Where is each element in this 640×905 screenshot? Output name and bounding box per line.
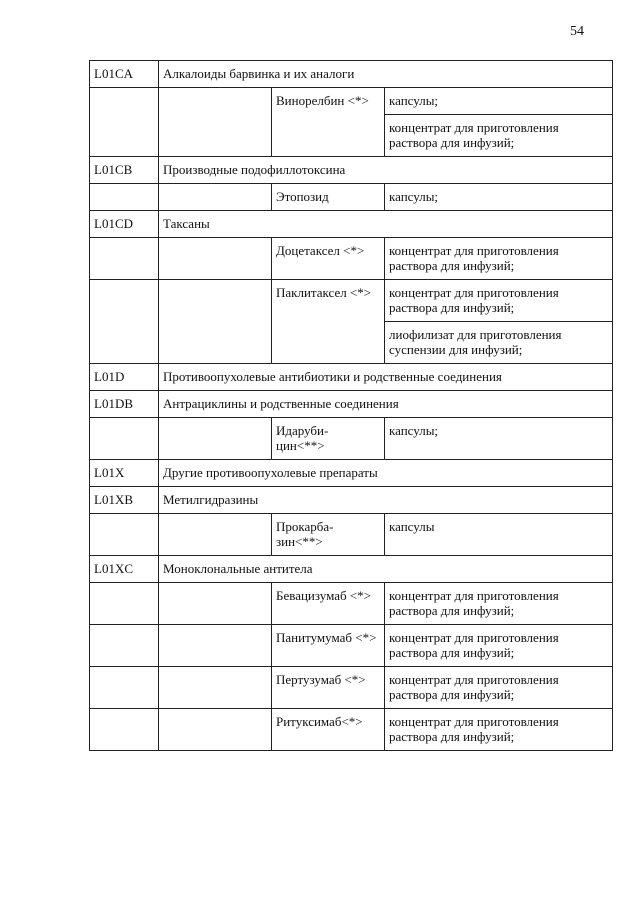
empty-group-cell bbox=[159, 514, 272, 556]
empty-code-cell bbox=[90, 238, 159, 280]
group-row bbox=[90, 157, 613, 184]
drug-name-cell: Панитумумаб <*> bbox=[272, 625, 385, 667]
group-name-cell: Производные подофиллотоксина bbox=[159, 157, 613, 184]
drug-classification-table bbox=[89, 60, 613, 751]
drug-row bbox=[90, 583, 613, 625]
atc-code-cell: L01CD bbox=[90, 211, 159, 238]
dosage-form-cell: капсулы; bbox=[385, 418, 613, 460]
empty-group-cell bbox=[159, 418, 272, 460]
dosage-form-cell: концентрат для приготовления раствора для инфузий; bbox=[385, 709, 613, 751]
dosage-form-cell: концентрат для приготовления раствора для инфузий; bbox=[385, 238, 613, 280]
group-name-cell: Другие противоопухолевые препараты bbox=[159, 460, 613, 487]
drug-name-cell: Винорелбин <*> bbox=[272, 88, 385, 157]
group-name-cell: Антрациклины и родственные соединения bbox=[159, 391, 613, 418]
atc-code-cell: L01XB bbox=[90, 487, 159, 514]
group-row bbox=[90, 556, 613, 583]
drug-row bbox=[90, 667, 613, 709]
empty-group-cell bbox=[159, 88, 272, 157]
dosage-form-cell: концентрат для приготовления раствора для инфузий; bbox=[385, 115, 613, 157]
group-name-cell: Метилгидразины bbox=[159, 487, 613, 514]
atc-code-cell: L01X bbox=[90, 460, 159, 487]
drug-row bbox=[90, 280, 613, 322]
dosage-form-cell: капсулы; bbox=[385, 88, 613, 115]
empty-code-cell bbox=[90, 88, 159, 157]
dosage-form-cell: лиофилизат для приготовления суспензии для инфузий; bbox=[385, 322, 613, 364]
atc-code-cell: L01D bbox=[90, 364, 159, 391]
group-row bbox=[90, 61, 613, 88]
empty-group-cell bbox=[159, 184, 272, 211]
empty-code-cell bbox=[90, 280, 159, 364]
drug-name-cell: Ритуксимаб<*> bbox=[272, 709, 385, 751]
group-name-cell: Противоопухолевые антибиотики и родственные соединения bbox=[159, 364, 613, 391]
drug-name-cell: Паклитаксел <*> bbox=[272, 280, 385, 364]
empty-group-cell bbox=[159, 583, 272, 625]
drug-row bbox=[90, 88, 613, 115]
group-row bbox=[90, 460, 613, 487]
dosage-form-cell: капсулы bbox=[385, 514, 613, 556]
drug-name-cell: Идаруби- цин<**> bbox=[272, 418, 385, 460]
drug-row bbox=[90, 418, 613, 460]
empty-code-cell bbox=[90, 625, 159, 667]
drug-name-cell: Прокарба- зин<**> bbox=[272, 514, 385, 556]
group-row bbox=[90, 211, 613, 238]
drug-row bbox=[90, 514, 613, 556]
drug-row bbox=[90, 238, 613, 280]
group-name-cell: Алкалоиды барвинка и их аналоги bbox=[159, 61, 613, 88]
drug-row bbox=[90, 625, 613, 667]
empty-code-cell bbox=[90, 184, 159, 211]
drug-name-cell: Доцетаксел <*> bbox=[272, 238, 385, 280]
drug-name-cell: Пертузумаб <*> bbox=[272, 667, 385, 709]
atc-code-cell: L01CA bbox=[90, 61, 159, 88]
dosage-form-cell: концентрат для приготовления раствора для инфузий; bbox=[385, 667, 613, 709]
group-name-cell: Моноклональные антитела bbox=[159, 556, 613, 583]
page-number: 54 bbox=[570, 24, 584, 39]
empty-code-cell bbox=[90, 667, 159, 709]
group-row bbox=[90, 391, 613, 418]
group-name-cell: Таксаны bbox=[159, 211, 613, 238]
group-row bbox=[90, 487, 613, 514]
atc-code-cell: L01DB bbox=[90, 391, 159, 418]
empty-code-cell bbox=[90, 709, 159, 751]
dosage-form-cell: капсулы; bbox=[385, 184, 613, 211]
empty-group-cell bbox=[159, 238, 272, 280]
empty-code-cell bbox=[90, 583, 159, 625]
atc-code-cell: L01XC bbox=[90, 556, 159, 583]
empty-group-cell bbox=[159, 280, 272, 364]
empty-code-cell bbox=[90, 514, 159, 556]
drug-row bbox=[90, 184, 613, 211]
empty-group-cell bbox=[159, 709, 272, 751]
empty-group-cell bbox=[159, 625, 272, 667]
empty-group-cell bbox=[159, 667, 272, 709]
dosage-form-cell: концентрат для приготовления раствора для инфузий; bbox=[385, 280, 613, 322]
drug-row bbox=[90, 709, 613, 751]
dosage-form-cell: концентрат для приготовления раствора для инфузий; bbox=[385, 583, 613, 625]
drug-name-cell: Бевацизумаб <*> bbox=[272, 583, 385, 625]
drug-name-cell: Этопозид bbox=[272, 184, 385, 211]
atc-code-cell: L01CB bbox=[90, 157, 159, 184]
dosage-form-cell: концентрат для приготовления раствора для инфузий; bbox=[385, 625, 613, 667]
empty-code-cell bbox=[90, 418, 159, 460]
group-row bbox=[90, 364, 613, 391]
